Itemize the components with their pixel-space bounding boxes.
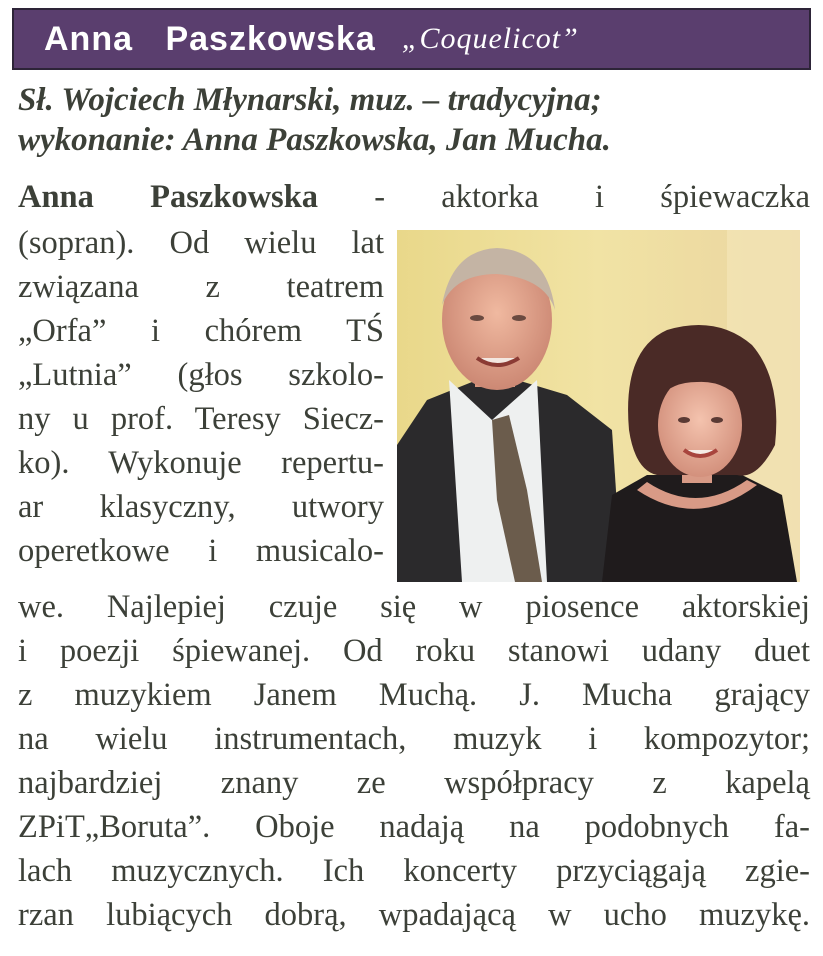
bio-line: najbardziej znany ze współpracy z kapelą	[18, 765, 810, 801]
bio-line: operetkowe i musicalo-	[18, 533, 384, 569]
bio-line: rzan lubiących dobrą, wpadającą w ucho muzykę.	[18, 897, 810, 933]
artist-name: Anna Paszkowska	[44, 19, 376, 58]
bio-line: ZPiT„Boruta”. Oboje nadają na podobnych fa-	[18, 809, 810, 845]
bio-line: z muzykiem Janem Muchą. J. Mucha grający	[18, 677, 810, 713]
title-banner	[12, 8, 811, 70]
credits	[18, 80, 818, 160]
bio-line: i poezji śpiewanej. Od roku stanowi udany duet	[18, 633, 810, 669]
bio-name: Anna Paszkowska	[18, 179, 319, 215]
bio-first-line	[18, 178, 810, 216]
song-title: „Coquelicot”	[401, 22, 579, 55]
bio-line: ko). Wykonuje repertu-	[18, 445, 384, 481]
bio-line: ny u prof. Teresy Siecz-	[18, 401, 384, 437]
bio-first-line-rest: - aktorka i śpiewaczka	[374, 179, 810, 215]
bio-line: związana z teatrem	[18, 269, 384, 305]
duo-photo	[397, 230, 800, 582]
credits-line-2: wykonanie: Anna Paszkowska, Jan Mucha.	[18, 122, 611, 158]
bio-line: we. Najlepiej czuje się w piosence aktorskiej	[18, 589, 810, 625]
bio-line: (sopran). Od wielu lat	[18, 225, 384, 261]
bio-line: lach muzycznych. Ich koncerty przyciągają zgie-	[18, 853, 810, 889]
bio-line: ar klasyczny, utwory	[18, 489, 384, 525]
credits-line-1: Sł. Wojciech Młynarski, muz. – tradycyjna;	[18, 82, 602, 118]
bio-line: na wielu instrumentach, muzyk i kompozytor;	[18, 721, 810, 757]
bio-line: „Orfa” i chórem TŚ	[18, 313, 384, 349]
bio-line: „Lutnia” (głos szkolo-	[18, 357, 384, 393]
